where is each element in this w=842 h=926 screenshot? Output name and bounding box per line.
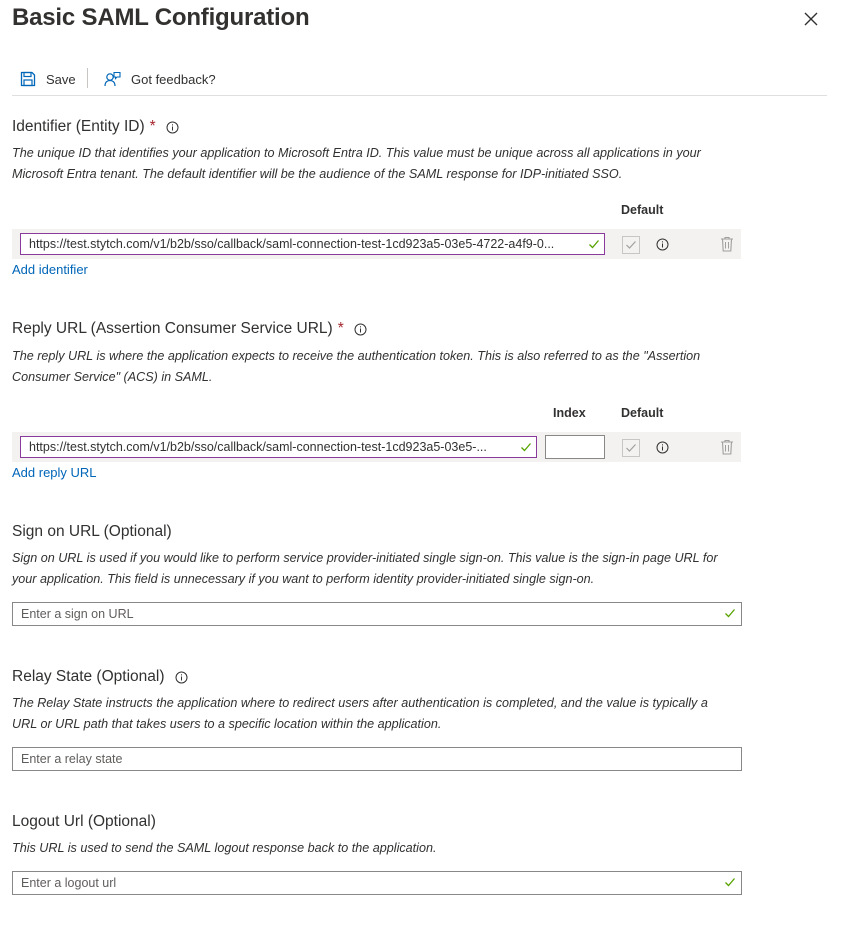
info-icon[interactable] bbox=[656, 238, 669, 251]
info-icon[interactable] bbox=[166, 121, 179, 134]
valid-check-icon bbox=[724, 876, 736, 888]
valid-check-icon bbox=[520, 441, 532, 453]
identifier-description: The unique ID that identifies your application to Microsoft Entra ID. This value must be unique across all applications in your Microsoft Entra tenant. The default identifier will be the audience of the SAML response for IDP-initiated SSO. bbox=[12, 146, 701, 181]
feedback-label: Got feedback? bbox=[131, 71, 216, 87]
relay-state-placeholder: Enter a relay state bbox=[21, 752, 123, 766]
checkmark-icon bbox=[625, 239, 637, 251]
add-reply-url-link[interactable]: Add reply URL bbox=[12, 465, 97, 480]
reply-section-label bbox=[12, 320, 367, 338]
reply-default-column-header: Default bbox=[621, 406, 664, 420]
valid-check-icon bbox=[724, 607, 736, 619]
identifier-default-column-header: Default bbox=[621, 203, 664, 217]
add-identifier-link[interactable]: Add identifier bbox=[12, 262, 88, 277]
reply-index-column-header: Index bbox=[553, 406, 586, 420]
required-mark: * bbox=[337, 320, 344, 337]
identifier-input[interactable] bbox=[20, 233, 605, 255]
save-label: Save bbox=[46, 71, 76, 87]
relay-state-description: The Relay State instructs the application where to redirect users after authentication is completed, and the value is typically a URL or URL path that takes users to a specific location within the application. bbox=[12, 696, 708, 731]
feedback-button[interactable] bbox=[104, 68, 216, 90]
identifier-label: Identifier (Entity ID) bbox=[12, 118, 145, 135]
info-icon[interactable] bbox=[354, 323, 367, 336]
close-button[interactable] bbox=[800, 8, 822, 30]
identifier-section-label bbox=[12, 118, 179, 136]
command-bar bbox=[12, 64, 827, 96]
info-icon[interactable] bbox=[175, 671, 188, 684]
reply-url-label: Reply URL (Assertion Consumer Service URL) bbox=[12, 320, 333, 337]
signon-url-label: Sign on URL (Optional) bbox=[12, 523, 172, 540]
toolbar-divider bbox=[87, 68, 88, 88]
feedback-icon bbox=[104, 71, 121, 88]
relay-state-label: Relay State (Optional) bbox=[12, 668, 165, 685]
delete-icon[interactable] bbox=[720, 236, 734, 252]
logout-url-input[interactable] bbox=[12, 871, 742, 895]
close-icon bbox=[804, 12, 818, 26]
reply-url-input[interactable] bbox=[20, 436, 537, 458]
save-icon bbox=[20, 71, 36, 87]
reply-url-value: https://test.stytch.com/v1/b2b/sso/callback/saml-connection-test-1cd923a5-03e5-... bbox=[29, 440, 487, 454]
logout-url-label: Logout Url (Optional) bbox=[12, 813, 156, 830]
valid-check-icon bbox=[588, 238, 600, 250]
logout-url-description: This URL is used to send the SAML logout response back to the application. bbox=[12, 841, 437, 855]
info-icon[interactable] bbox=[656, 441, 669, 454]
signon-url-placeholder: Enter a sign on URL bbox=[21, 607, 134, 621]
signon-url-input[interactable] bbox=[12, 602, 742, 626]
delete-icon[interactable] bbox=[720, 439, 734, 455]
checkmark-icon bbox=[625, 442, 637, 454]
identifier-value: https://test.stytch.com/v1/b2b/sso/callback/saml-connection-test-1cd923a5-03e5-4722-a4f9-0... bbox=[29, 237, 555, 251]
reply-url-description: The reply URL is where the application expects to receive the authentication token. This is also referred to as the "Assertion Consumer Service" (ACS) in SAML. bbox=[12, 349, 701, 384]
relay-state-input[interactable] bbox=[12, 747, 742, 771]
required-mark: * bbox=[149, 118, 156, 135]
relay-state-section-label bbox=[12, 668, 188, 686]
logout-url-placeholder: Enter a logout url bbox=[21, 876, 117, 890]
signon-url-description: Sign on URL is used if you would like to perform service provider-initiated single sign-on. This value is the sign-in page URL for your application. This field is unnecessary if you want to perform identity provider-initiated single sign-on. bbox=[12, 551, 718, 586]
reply-default-checkbox[interactable] bbox=[622, 439, 640, 457]
reply-index-input[interactable] bbox=[545, 435, 605, 459]
panel-title: Basic SAML Configuration bbox=[12, 4, 310, 31]
save-button[interactable] bbox=[20, 68, 76, 90]
identifier-default-checkbox[interactable] bbox=[622, 236, 640, 254]
